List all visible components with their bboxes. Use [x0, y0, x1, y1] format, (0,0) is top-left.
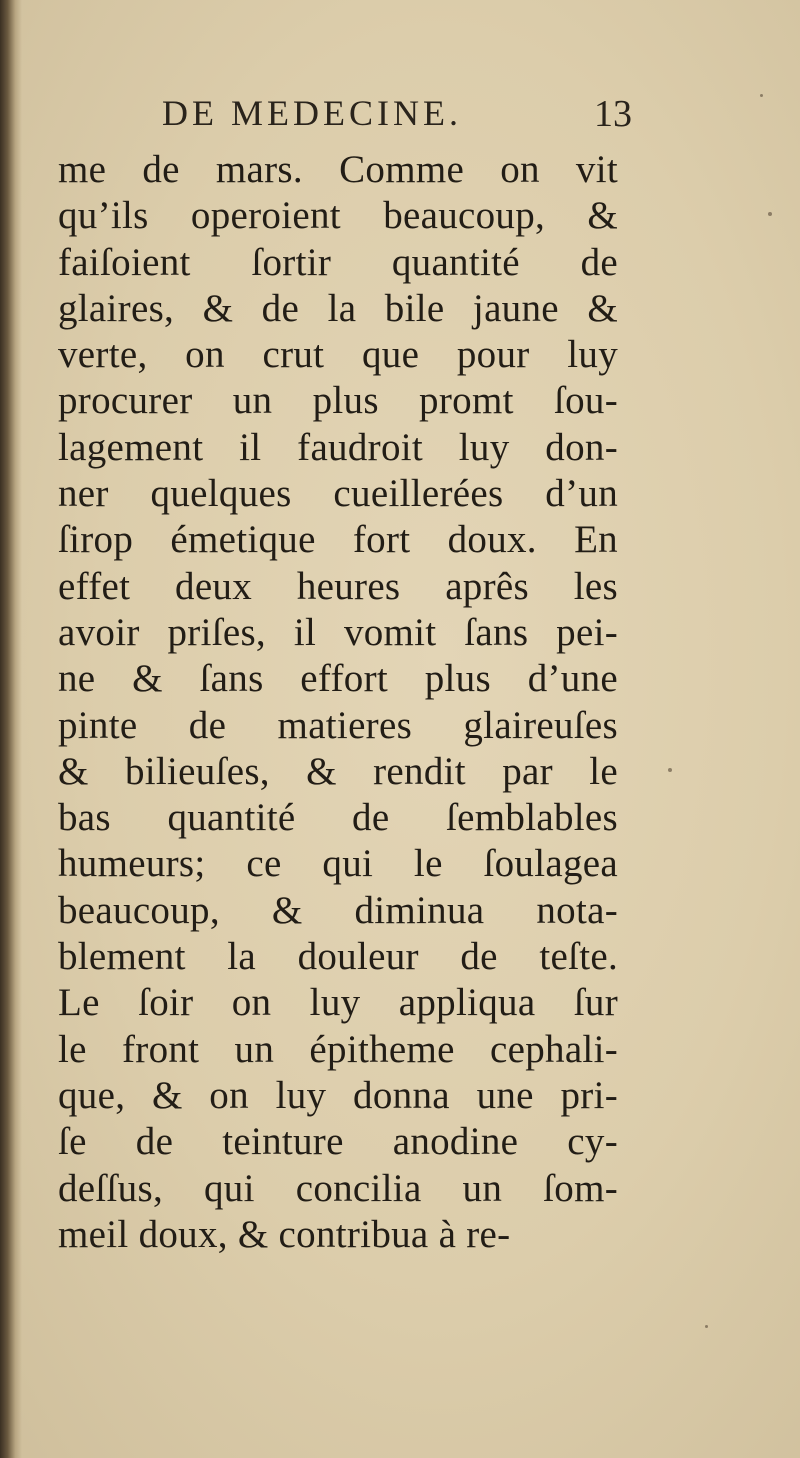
- text-line: deſſus, qui concilia un ſom-: [58, 1166, 618, 1210]
- text-line: effet deux heures aprês les: [58, 564, 618, 608]
- text-line: le front un épitheme cephali-: [58, 1027, 618, 1071]
- text-line: Le ſoir on luy appliqua ſur: [58, 981, 618, 1025]
- text-line: ſe de teinture anodine cy-: [58, 1120, 618, 1164]
- text-line: & bilieuſes, & rendit par le: [58, 749, 618, 793]
- text-line: procurer un plus promt ſou-: [58, 379, 618, 423]
- text-line: me de mars. Comme on vit: [58, 148, 618, 191]
- text-line: humeurs; ce qui le ſoulagea: [58, 842, 618, 886]
- text-line: avoir priſes, il vomit ſans pei-: [58, 610, 618, 654]
- body-text: [58, 147, 618, 1258]
- text-line: glaires, & de la bile jaune &: [58, 286, 618, 330]
- text-line: ſirop émetique fort doux. En: [58, 518, 618, 562]
- page-number: 13: [594, 93, 632, 135]
- text-line: que, & on luy donna une pri-: [58, 1073, 618, 1117]
- paper-speck: [760, 94, 763, 97]
- text-line: lagement il faudroit luy don-: [58, 425, 618, 469]
- binding-edge: [0, 0, 22, 1458]
- text-line: verte, on crut que pour luy: [58, 333, 618, 377]
- paper-speck: [768, 212, 772, 216]
- text-line: blement la douleur de teſte.: [58, 935, 618, 979]
- text-line: faiſoient ſortir quantité de: [58, 240, 618, 284]
- text-line: ner quelques cueillerées d’un: [58, 472, 618, 516]
- page-header: [162, 92, 632, 142]
- text-line: beaucoup, & diminua nota-: [58, 888, 618, 932]
- text-line: bas quantité de ſemblables: [58, 796, 618, 840]
- running-head: DE MEDECINE.: [162, 93, 462, 133]
- paper-speck: [705, 1325, 708, 1328]
- text-line: pinte de matieres glaireuſes: [58, 703, 618, 747]
- text-line: ne & ſans effort plus d’une: [58, 657, 618, 701]
- text-line: meil doux, & contribua à re-: [58, 1212, 511, 1256]
- text-line: qu’ils operoient beaucoup, &: [58, 194, 618, 238]
- paper-speck: [668, 768, 672, 772]
